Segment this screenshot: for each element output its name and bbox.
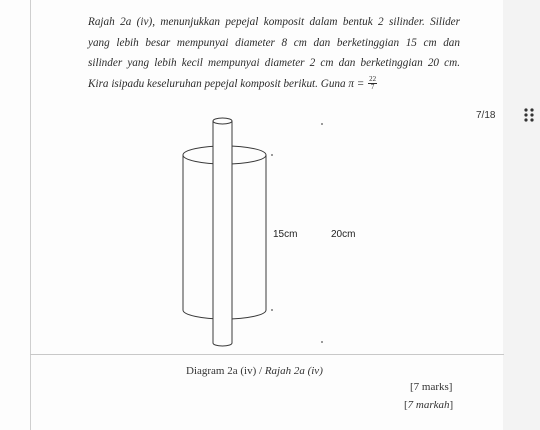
viewer-side-panel bbox=[503, 0, 540, 430]
pi-expression bbox=[348, 75, 377, 92]
pi-lhs: π = bbox=[348, 77, 365, 90]
marks-malay-open: [ bbox=[404, 399, 408, 411]
marks-english: [7 marks] bbox=[410, 381, 453, 393]
question-line-2: yang lebih besar mempunyai diameter 8 cm dan berketinggian 15 cm dan bbox=[88, 36, 460, 49]
marks-malay-close: ] bbox=[449, 399, 454, 411]
marks-malay bbox=[404, 399, 453, 411]
small-cylinder bbox=[213, 118, 232, 346]
large-cylinder bbox=[183, 146, 266, 319]
pi-fraction bbox=[368, 76, 377, 91]
caption-malay: Rajah 2a (iv) bbox=[264, 365, 323, 377]
pi-numerator: 22 bbox=[369, 75, 377, 84]
question-line-4-text: Kira isipadu keseluruhan pepejal komposit berikut. Guna bbox=[88, 77, 346, 90]
dimension-20cm bbox=[321, 123, 323, 343]
question-line-1: Rajah 2a (iv), menunjukkan pepejal komposit dalam bentuk 2 silinder. Silider bbox=[88, 16, 460, 28]
question-line-4 bbox=[88, 74, 460, 95]
large-cylinder-height-label: 15cm bbox=[273, 229, 298, 240]
pi-denominator: 7 bbox=[370, 83, 375, 92]
question-line-3: silinder yang lebih kecil mempunyai diameter 2 cm dan berketinggian 20 cm. bbox=[88, 57, 460, 69]
drag-handle-button[interactable] bbox=[522, 106, 536, 124]
margin-rule bbox=[30, 0, 31, 430]
diagram-caption bbox=[186, 365, 323, 377]
drag-handle-icon bbox=[522, 106, 536, 124]
page-counter: 7/18 bbox=[476, 110, 496, 121]
small-cylinder-height-label: 20cm bbox=[331, 229, 356, 240]
caption-english: Diagram 2a (iv) / bbox=[186, 365, 265, 377]
question-text bbox=[88, 12, 460, 94]
marks-malay-text: 7 markah bbox=[407, 399, 450, 411]
section-divider bbox=[30, 354, 504, 355]
